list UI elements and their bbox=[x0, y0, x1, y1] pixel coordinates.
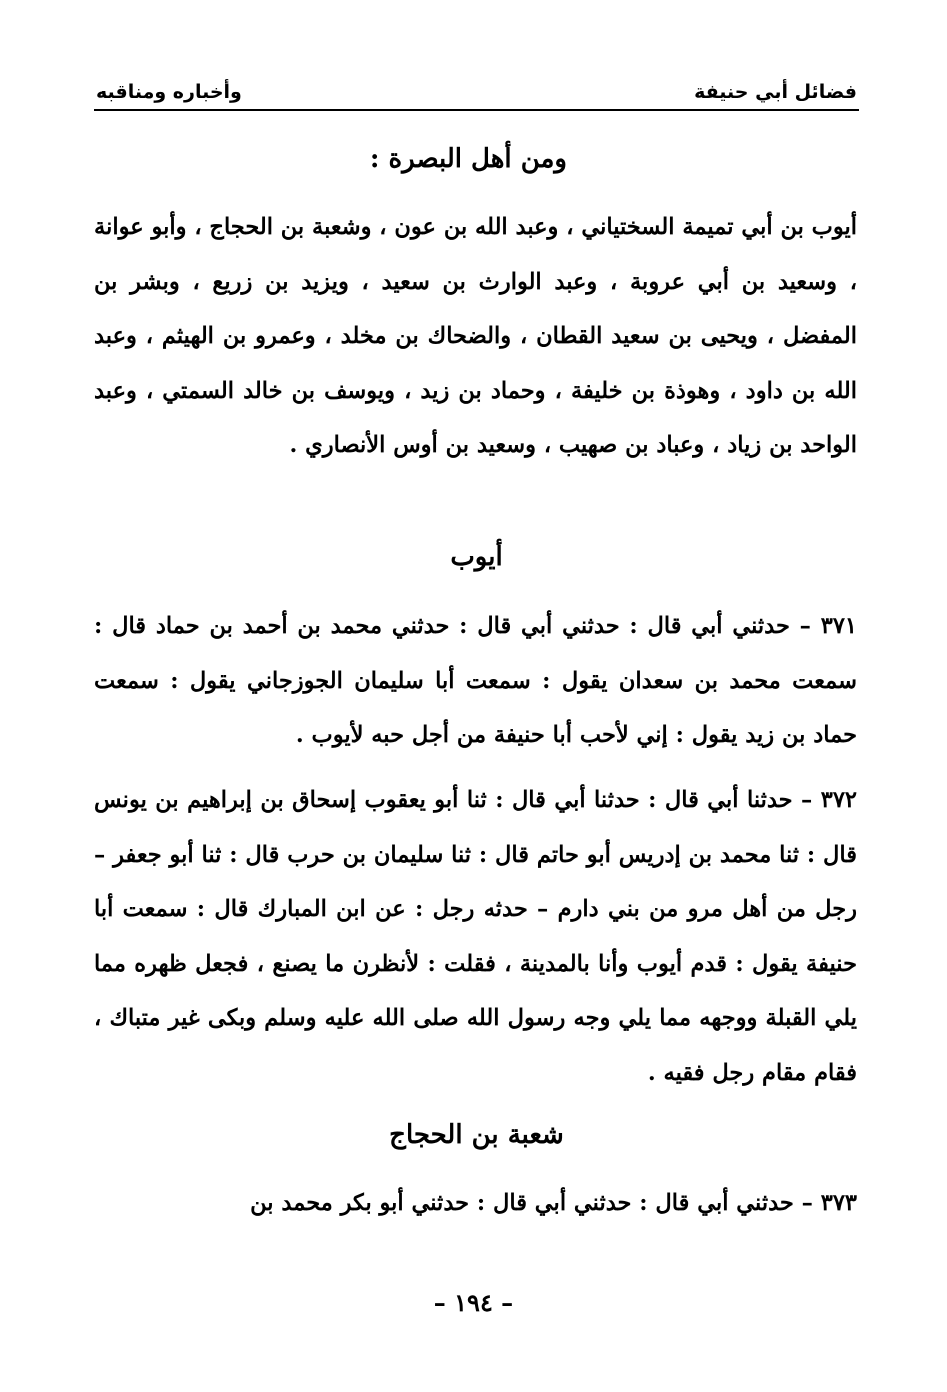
narration-372: ٣٧٢ – حدثنا أبي قال : حدثنا أبي قال : ثنا أبو يعقوب إسحاق بن إبراهيم بن يونس قال : ثنا محمد بن إدريس أبو حاتم قال : ثنا سليمان بن حرب قال : ثنا أبو جعفر – رجل من أهل مرو من بني دارم – حدثه رجل : عن ابن المبارك قال : سمعت أبا حنيفة يقول : قدم أيوب وأنا بالمدينة ، فقلت : لأنظرن ما يصنع ، فجعل ظهره مما يلي القبلة ووجهه مما يلي وجه رسول الله صلى الله عليه وسلم وبكى غير متباك ، فقام مقام رجل فقيه . bbox=[94, 787, 857, 1086]
narration-373: ٣٧٣ – حدثني أبي قال : حدثني أبي قال : حدثني أبو بكر محمد بن bbox=[250, 1190, 857, 1216]
basra-paragraph: أيوب بن أبي تميمة السختياني ، وعبد الله بن عون ، وشعبة بن الحجاج ، وأبو عوانة ، وسعيد بن أبي عروبة ، وعبد الوارث بن سعيد ، ويزيد بن زريع ، وبشر بن المفضل ، ويحيى بن سعيد القطان ، والضحاك بن مخلد ، وعمرو بن الهيثم ، وعبد الله بن داود ، وهوذة بن خليفة ، وحماد بن زيد ، ويوسف بن خالد السمتي ، وعبد الواحد بن زياد ، وعباد بن صهيب ، وسعيد بن أوس الأنصاري . bbox=[94, 214, 857, 458]
ayyub-heading: أيوب bbox=[450, 542, 503, 572]
page-number: – ١٩٤ – bbox=[433, 1288, 514, 1317]
running-head-title: فضائل أبي حنيفة bbox=[694, 81, 857, 103]
running-head bbox=[96, 73, 857, 103]
shuba-heading: شعبة بن الحجاج bbox=[389, 1120, 564, 1150]
narration-371: ٣٧١ – حدثني أبي قال : حدثني أبي قال : حدثني محمد بن أحمد بن حماد قال : سمعت محمد بن سعدان يقول : سمعت أبا سليمان الجوزجاني يقول : سمعت حماد بن زيد يقول : إني لأحب أبا حنيفة من أجل حبه لأيوب . bbox=[94, 613, 857, 748]
header-rule bbox=[94, 109, 859, 111]
basra-heading: ومن أهل البصرة : bbox=[369, 144, 567, 174]
running-head-subtitle: وأخباره ومناقبه bbox=[96, 81, 242, 103]
